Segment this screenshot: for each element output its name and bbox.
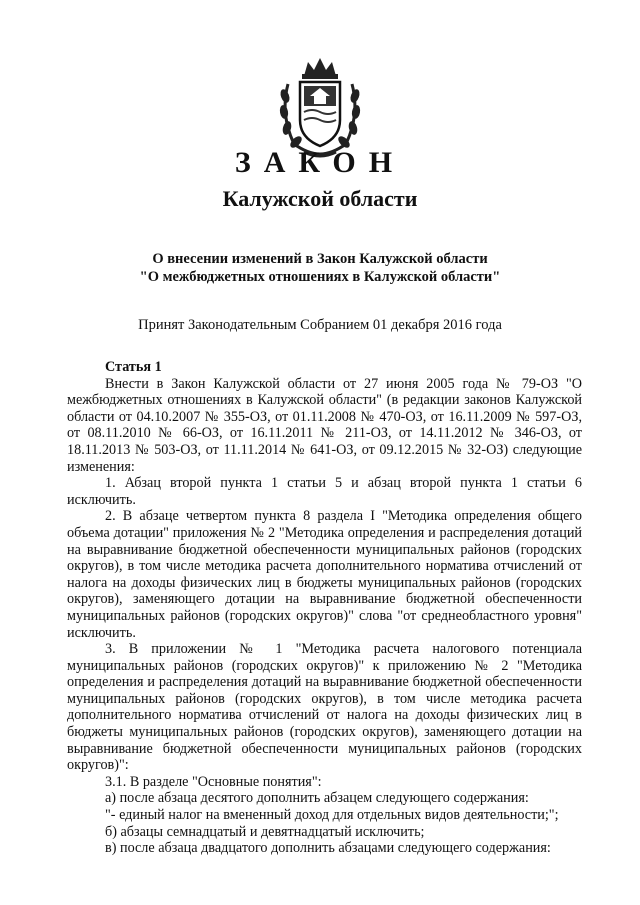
amendment-title-line-2: "О межбюджетных отношениях в Калужской области" [139, 269, 501, 285]
paragraph: 3.1. В разделе "Основные понятия": [105, 773, 322, 790]
paragraph: Внести в Закон Калужской области от 27 июня 2005 года № 79-ОЗ "О межбюджетных отношениях в Калужской области" (в редакции законов Калужской области от 04.10.2007 № 355-ОЗ, от 01.11.2008 № 470-ОЗ, от 16.11.2009 № 597-ОЗ, от 08.11.2010 № 66-ОЗ, от 16.11.2011 № 211-ОЗ, от 14.11.2012 № 346-ОЗ, от 18.11.2013 № 503-ОЗ, от 11.11.2014 № 641-ОЗ, от 09.12.2015 № 32-ОЗ) следующие изменения: [67, 375, 582, 475]
adoption-date-line: Принят Законодательным Собранием 01 декабря 2016 года [138, 317, 502, 333]
paragraph: 3. В приложении № 1 "Методика расчета налогового потенциала муниципальных районов (городских округов)" к приложению № 2 "Методика определения и распределения дотаций на выравнивание бюджетной обеспеченности муниципальных районов (городских округов), в том числе методика расчета дополнительного норматива отчислений от налога на доходы физических лиц в бюджеты муниципальных районов (городских округов), заменяющего дотации на выравнивание бюджетной обеспеченности муниципальных районов (городских округов)": [67, 641, 582, 774]
law-title: ЗАКОН [234, 146, 406, 179]
paragraph: б) абзацы семнадцатый и девятнадцатый исключить; [105, 823, 425, 840]
paragraph: 2. В абзаце четвертом пункта 8 раздела I "Методика определения общего объема дотации" приложения № 2 "Методика определения и распределения дотаций на выравнивание бюджетной обеспеченности муниципальных районов (городских округов), в том числе методика расчета дополнительного норматива отчислений от налога на доходы физических лиц в бюджеты муниципальных районов (городских округов), заменяющего дотации на выравнивание бюджетной обеспеченности муниципальных районов (городских округов)" слова "от среднеобластного уровня" исключить. [67, 508, 582, 641]
paragraph: а) после абзаца десятого дополнить абзацем следующего содержания: [105, 790, 529, 807]
paragraph: 1. Абзац второй пункта 1 статьи 5 и абзац второй пункта 1 статьи 6 исключить. [67, 475, 582, 508]
article-body [67, 359, 582, 857]
kaluga-coat-of-arms-icon [274, 54, 366, 160]
amendment-title [60, 250, 580, 286]
paragraph: "- единый налог на вмененный доход для отдельных видов деятельности;"; [105, 807, 559, 824]
region-title: Калужской области [222, 186, 418, 211]
paragraph: в) после абзаца двадцатого дополнить абзацами следующего содержания: [105, 840, 551, 857]
article-title: Статья 1 [105, 359, 162, 375]
amendment-title-line-1: О внесении изменений в Закон Калужской области [152, 251, 488, 267]
